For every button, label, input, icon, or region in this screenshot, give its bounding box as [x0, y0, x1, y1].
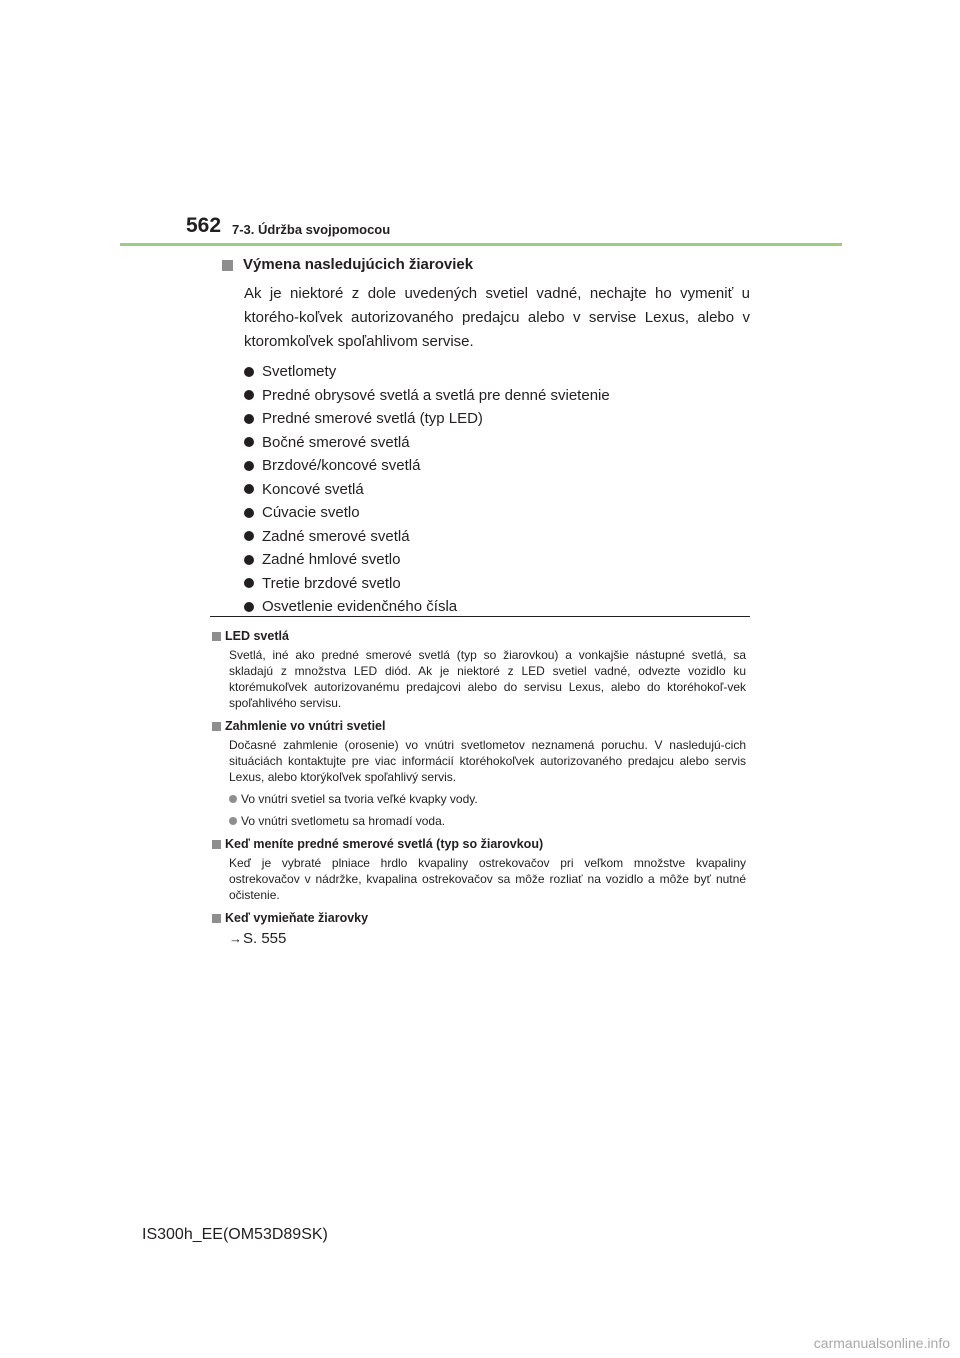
note-fogging	[212, 718, 746, 829]
note-heading	[212, 718, 746, 735]
list-item: Zadné smerové svetlá	[244, 525, 750, 549]
list-item: Zadné hmlové svetlo	[244, 548, 750, 572]
bullet-icon	[244, 484, 254, 494]
list-item: Cúvacie svetlo	[244, 501, 750, 525]
page-reference[interactable]	[229, 929, 746, 949]
page-number: 562	[186, 214, 222, 237]
notes-section	[212, 628, 746, 956]
main-section-heading	[222, 254, 750, 276]
bullet-icon	[244, 531, 254, 541]
list-item: Svetlomety	[244, 360, 750, 384]
list-item: Predné smerové svetlá (typ LED)	[244, 407, 750, 431]
bullet-icon	[244, 555, 254, 565]
main-section	[222, 254, 750, 619]
model-code: IS300h_EE(OM53D89SK)	[142, 1226, 328, 1243]
header-rule	[120, 243, 842, 246]
bullet-icon	[244, 390, 254, 400]
list-item: Koncové svetlá	[244, 478, 750, 502]
list-item: Brzdové/koncové svetlá	[244, 454, 750, 478]
list-item: Osvetlenie evidenčného čísla	[244, 595, 750, 619]
list-item: Tretie brzdové svetlo	[244, 572, 750, 596]
arrow-right-icon: →	[229, 931, 242, 946]
bullet-icon	[229, 795, 237, 803]
note-sub-bullet: Vo vnútri svetiel sa tvoria veľké kvapky vody.	[229, 791, 746, 807]
bullet-icon	[244, 578, 254, 588]
note-body: Svetlá, iné ako predné smerové svetlá (typ so žiarovkou) a vonkajšie nástupné svetlá, sa skladajú z množstva LED diód. Ak je niektoré z LED svetiel vadné, odvezte vozidlo ku ktorémukoľvek autorizovanému predajcovi alebo do servisu Lexus, alebo do ktoréhokoľ-vek spoľahlivého servisu.	[229, 648, 746, 710]
bulb-list	[244, 360, 750, 619]
bullet-icon	[229, 817, 237, 825]
note-turn-signal	[212, 836, 746, 903]
watermark[interactable]: carmanualsonline.info	[813, 1335, 950, 1351]
bullet-icon	[244, 367, 254, 377]
note-heading	[212, 910, 746, 927]
bullet-icon	[244, 414, 254, 424]
bullet-icon	[244, 508, 254, 518]
square-bullet-icon	[212, 722, 221, 731]
bullet-icon	[244, 437, 254, 447]
note-title: Zahmlenie vo vnútri svetiel	[225, 719, 386, 733]
square-bullet-icon	[212, 840, 221, 849]
note-sub-bullet: Vo vnútri svetlometu sa hromadí voda.	[229, 813, 746, 829]
bullet-icon	[244, 602, 254, 612]
note-heading	[212, 628, 746, 645]
page-header	[0, 0, 960, 250]
square-bullet-icon	[212, 632, 221, 641]
note-replacing-bulbs	[212, 910, 746, 949]
note-heading	[212, 836, 746, 853]
list-item: Bočné smerové svetlá	[244, 431, 750, 455]
note-title: LED svetlá	[225, 629, 289, 643]
note-title: Keď meníte predné smerové svetlá (typ so žiarovkou)	[225, 837, 544, 851]
page-reference-label: S. 555	[243, 930, 287, 947]
main-section-title: Výmena nasledujúcich žiaroviek	[243, 256, 474, 273]
list-item: Predné obrysové svetlá a svetlá pre denné svietenie	[244, 384, 750, 408]
section-title: 7-3. Údržba svojpomocou	[232, 222, 391, 237]
section-divider	[210, 616, 750, 617]
square-bullet-icon	[212, 914, 221, 923]
note-body: Keď je vybraté plniace hrdlo kvapaliny ostrekovačov pri veľkom množstve kvapaliny ostrekovačov v nádržke, kvapalina ostrekovačov sa môže rozliať na vozidlo a môže byť nutné očistenie.	[229, 856, 746, 902]
main-section-intro: Ak je niektoré z dole uvedených svetiel vadné, nechajte ho vymeniť u ktorého-koľvek autorizovaného predajcu alebo v servise Lexus, alebo v ktoromkoľvek spoľahlivom servise.	[244, 285, 750, 350]
note-body: Dočasné zahmlenie (orosenie) vo vnútri svetlometov neznamená poruchu. V nasledujú-cich situáciách kontaktujte pre viac informácií ktoréhokoľvek autorizovaného predajcu alebo servis Lexus, alebo ktorýkoľvek spoľahlivý servis.	[229, 738, 746, 784]
square-bullet-icon	[222, 260, 233, 271]
note-title: Keď vymieňate žiarovky	[225, 911, 369, 925]
note-led	[212, 628, 746, 711]
bullet-icon	[244, 461, 254, 471]
